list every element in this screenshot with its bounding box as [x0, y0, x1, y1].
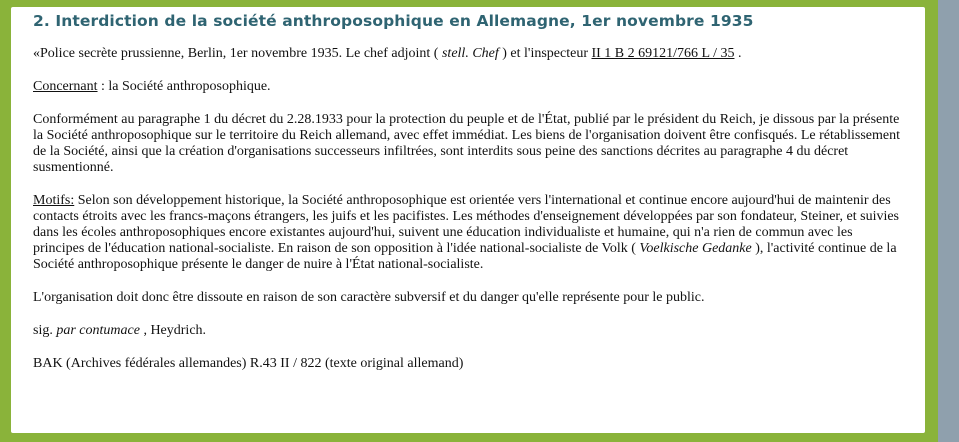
paragraph-header	[33, 46, 905, 62]
motives-text: Selon son développement historique, la Société anthroposophique est orientée vers l'international et continue encore aujourd'hui de maintenir des contacts étroits avec les francs-maçons étrangers, les juifs et les pacifistes. Les méthodes d'enseignement développées par son fondateur, Steiner, et suivies dans les écoles anthroposophiques encore existantes aujourd'hui, suivent une éducation individualiste et humaine, qui n'a rien de commun avec les principes de l'éducation national-socialiste. En raison de son opposition à l'idée national-socialiste de Volk (	[33, 193, 900, 256]
motives-text-2: ), l'activité continue de la Société anthroposophique présente le danger de nuire à l'État national-socialiste.	[33, 241, 897, 272]
header-text: «Police secrète prussienne, Berlin, 1er novembre 1935. Le chef adjoint (	[33, 46, 442, 61]
concerning-text: : la Société anthroposophique.	[97, 79, 271, 94]
paragraph-motives	[33, 193, 905, 273]
paragraph-signature	[33, 323, 905, 339]
paragraph-source: BAK (Archives fédérales allemandes) R.43 II / 822 (texte original allemand)	[33, 356, 464, 371]
paragraph-dissolution: L'organisation doit donc être dissoute en raison de son caractère subversif et du danger qu'elle représente pour le public.	[33, 290, 705, 305]
document-panel	[11, 7, 925, 433]
header-italic: stell. Chef	[441, 46, 499, 61]
header-end: .	[734, 46, 742, 61]
signature-name: , Heydrich.	[139, 323, 207, 338]
paragraph-concerning	[33, 79, 905, 95]
header-text-2: ) et l'inspecteur	[498, 46, 592, 61]
motives-label: Motifs:	[33, 193, 75, 208]
reference-number: II 1 B 2 69121/766 L / 35	[591, 46, 735, 61]
motives-italic: Voelkische Gedanke	[639, 241, 752, 256]
signature-italic: par contumace	[56, 323, 140, 338]
concerning-label: Concernant	[33, 79, 98, 94]
signature-prefix: sig.	[33, 323, 57, 338]
section-title: 2. Interdiction de la société anthroposophique en Allemagne, 1er novembre 1935	[33, 12, 754, 30]
paragraph-decree: Conformément au paragraphe 1 du décret du 2.28.1933 pour la protection du peuple et de l'État, publié par le président du Reich, je dissous par la présente la Société anthroposophique sur le territoire du Reich allemand, avec effet immédiat. Les biens de l'organisation doivent être confisqués. Le rétablissement de la Société, ainsi que la création d'organisations successeurs infiltrées, sont interdits sous peine des sanctions décrites au paragraphe 4 du décret susmentionné.	[33, 112, 901, 175]
